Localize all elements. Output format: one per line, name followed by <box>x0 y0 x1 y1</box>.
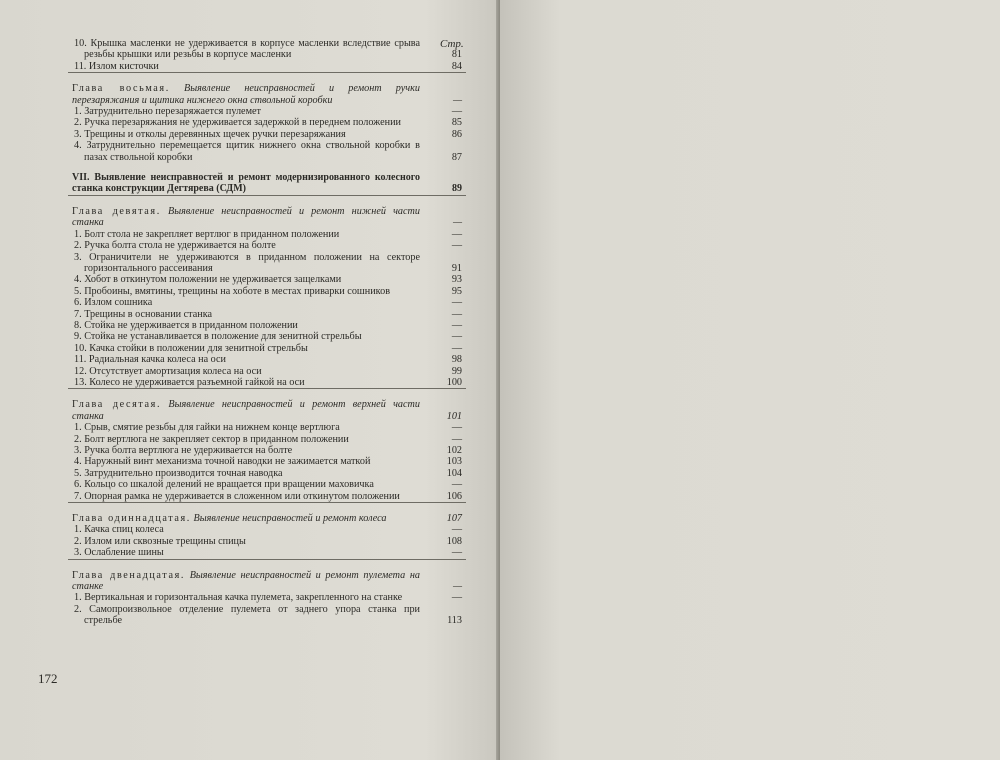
toc-page-number: 95 <box>451 285 462 297</box>
toc-entry <box>72 479 462 490</box>
toc-entry-title <box>74 422 462 434</box>
toc-page-number: 87 <box>451 151 462 163</box>
toc-page-number: — <box>451 331 462 343</box>
toc-entry-title <box>74 106 462 118</box>
toc-entry <box>72 604 462 627</box>
toc-entry-text: 3. Трещины и отколы деревянных щечек ручки перезаряжания <box>74 128 346 140</box>
toc-entry-text: 1. Качка спиц колеса <box>74 524 164 536</box>
toc-column-left <box>72 38 462 627</box>
toc-entry-title <box>74 354 462 366</box>
toc-page-number: 99 <box>451 365 462 377</box>
toc-entry <box>72 229 462 240</box>
page-right <box>500 0 1000 760</box>
toc-entry <box>72 354 462 365</box>
toc-entry <box>72 117 462 128</box>
toc-entry-text: 2. Самопроизвольное отделение пулемета от заднего упора станка при стрельбе <box>74 603 420 627</box>
toc-entry <box>72 366 462 377</box>
toc-entry-title <box>74 140 462 163</box>
toc-entry <box>72 252 462 275</box>
toc-entry-text: 13. Колесо не удерживается разъемной гайкой на оси <box>74 376 305 388</box>
toc-entry-text: 7. Опорная рамка не удерживается в сложенном или откинутом положении <box>74 490 400 502</box>
toc-entry-text: 12. Отсутствует амортизация колеса на оси <box>74 365 262 377</box>
toc-entry-title <box>74 592 462 604</box>
toc-page-number: — <box>451 592 462 604</box>
toc-entry-text: 6. Излом сошника <box>74 297 153 309</box>
toc-page-number: 101 <box>446 410 462 422</box>
toc-entry <box>72 286 462 297</box>
toc-entry-title <box>72 172 462 195</box>
toc-entry-title <box>74 38 462 61</box>
toc-entry-title <box>74 467 462 479</box>
toc-entry-title <box>74 319 462 331</box>
toc-entry <box>72 468 462 479</box>
toc-chapter <box>72 570 462 593</box>
toc-page-number: 84 <box>451 60 462 72</box>
toc-page-number: — <box>452 217 462 229</box>
toc-page-number: — <box>452 94 462 106</box>
toc-entry-title <box>74 433 462 445</box>
toc-entry-title <box>74 274 462 286</box>
chapter-divider <box>68 72 466 73</box>
toc-section <box>72 172 462 195</box>
toc-entry-text: 11. Излом кисточки <box>74 60 159 72</box>
toc-entry-title <box>74 490 462 502</box>
toc-page-number: — <box>451 106 462 118</box>
toc-entry-text: 2. Ручка перезаряжания не удерживается задержкой в переднем положении <box>74 117 401 129</box>
toc-entry-title <box>74 60 462 72</box>
toc-page-number: 104 <box>446 467 462 479</box>
chapter-divider <box>68 195 466 196</box>
toc-entry-title <box>72 513 462 524</box>
toc-entry-title <box>74 128 462 140</box>
toc-page-number: — <box>451 524 462 536</box>
toc-page-number: 108 <box>446 535 462 547</box>
toc-page-number: — <box>451 240 462 252</box>
toc-entry-title <box>74 547 462 559</box>
toc-chapter-lead: Глава десятая. <box>72 399 162 411</box>
toc-chapter-lead: Глава одиннадцатая. <box>72 513 191 525</box>
toc-entry-text: 3. Ослабление шины <box>74 547 164 559</box>
toc-entry <box>72 422 462 433</box>
toc-page-number: — <box>451 319 462 331</box>
toc-entry <box>72 309 462 320</box>
toc-entry-title <box>74 479 462 491</box>
toc-page-number: 103 <box>446 456 462 468</box>
toc-entry-title <box>74 456 462 468</box>
toc-entry-text: 7. Трещины в основании станка <box>74 308 213 320</box>
toc-entry <box>72 343 462 354</box>
toc-entry-text: 1. Срыв, смятие резьбы для гайки на нижнем конце вертлюга <box>74 422 340 434</box>
toc-entry-title <box>74 365 462 377</box>
toc-entry-title <box>72 399 462 422</box>
toc-entry-text: 3. Ручка болта вертлюга не удерживается на болте <box>74 445 293 456</box>
toc-entry-text: 4. Наружный винт механизма точной наводки не зажимается маткой <box>74 456 371 468</box>
toc-entry-text: Выявление неисправностей и ремонт ручки перезаряжания и щитика нижнего окна ствольной коробки <box>72 83 421 106</box>
toc-entry <box>72 129 462 140</box>
toc-entry-text: Выявление неисправностей и ремонт колеса <box>193 513 387 525</box>
toc-entry-text: 8. Стойка не удерживается в приданном положении <box>74 319 298 331</box>
toc-entry <box>72 377 462 388</box>
toc-entry-title <box>74 535 462 547</box>
toc-entry <box>72 320 462 331</box>
toc-page-number: 107 <box>446 513 462 525</box>
toc-entry-title <box>72 570 462 593</box>
toc-entry-title <box>74 297 462 309</box>
toc-entry-text: 6. Кольцо со шкалой делений не вращается при вращении маховичка <box>74 479 374 491</box>
toc-entry-title <box>74 524 462 536</box>
toc-page-number: — <box>451 228 462 240</box>
toc-entry-text: 2. Болт вертлюга не закрепляет сектор в приданном положении <box>74 433 349 445</box>
toc-entry <box>72 274 462 285</box>
toc-chapter <box>72 399 462 422</box>
toc-page-number: 89 <box>452 183 462 195</box>
toc-entry-title <box>74 308 462 320</box>
toc-page-number: 102 <box>446 445 462 456</box>
toc-entry-title <box>74 228 462 240</box>
chapter-divider <box>68 502 466 503</box>
toc-page-number: 81 <box>451 49 462 61</box>
toc-entry <box>72 140 462 163</box>
page-number: 172 <box>38 671 58 686</box>
toc-entry <box>72 240 462 251</box>
toc-entry-title <box>74 240 462 252</box>
toc-page-number: 91 <box>451 262 462 274</box>
toc-entry <box>72 536 462 547</box>
toc-page-number: 98 <box>451 354 462 366</box>
toc-page-number: — <box>451 422 462 434</box>
toc-page-number: — <box>451 308 462 320</box>
toc-chapter-lead: Глава двенадцатая. <box>72 569 186 581</box>
toc-entry-text: 5. Пробоины, вмятины, трещины на хоботе в местах приварки сошников <box>74 285 391 297</box>
toc-chapter <box>72 513 462 524</box>
toc-entry <box>72 592 462 603</box>
toc-entry-title <box>72 206 462 229</box>
toc-entry-title <box>74 603 462 627</box>
toc-entry-title <box>72 83 462 106</box>
toc-page-number: 100 <box>446 376 462 388</box>
toc-chapter-lead: Глава девятая. <box>72 205 161 217</box>
toc-entry <box>72 331 462 342</box>
toc-entry <box>72 491 462 502</box>
chapter-divider <box>68 559 466 560</box>
toc-page-number: 113 <box>447 615 462 627</box>
toc-entry-title <box>74 342 462 354</box>
page-column-label: Стр. <box>440 38 464 50</box>
toc-page-number: — <box>451 297 462 309</box>
toc-page-number: 93 <box>451 274 462 286</box>
toc-entry <box>72 547 462 558</box>
toc-page-number: — <box>451 342 462 354</box>
toc-entry-text: Выявление неисправностей и ремонт верхней части станка <box>72 399 421 422</box>
toc-page-number: — <box>452 581 462 593</box>
toc-entry-title <box>74 251 462 275</box>
toc-entry-text: 1. Вертикальная и горизонтальная качка пулемета, закрепленного на станке <box>74 592 403 604</box>
toc-page-number: — <box>451 547 462 559</box>
toc-entry <box>72 38 462 61</box>
toc-page-number: 106 <box>446 490 462 502</box>
chapter-divider <box>68 388 466 389</box>
toc-entry <box>72 297 462 308</box>
toc-entry-title <box>74 445 462 456</box>
toc-page-number: — <box>451 433 462 445</box>
toc-page-number: 85 <box>451 117 462 129</box>
toc-entry-title <box>74 376 462 388</box>
toc-entry-text: 10. Качка стойки в положении для зенитной стрельбы <box>74 342 308 354</box>
toc-entry <box>72 524 462 535</box>
toc-chapter <box>72 206 462 229</box>
toc-entry-text: 2. Ручка болта стола не удерживается на болте <box>74 240 276 252</box>
toc-entry-title <box>74 331 462 343</box>
toc-entry-text: Выявление неисправностей и ремонт пулемета на станке <box>72 569 420 593</box>
toc-entry-text: VII. Выявление неисправностей и ремонт модернизированного колесного станка конструкции Дегтярева (СДМ) <box>72 172 420 195</box>
toc-chapter-lead: Глава восьмая. <box>72 83 170 95</box>
toc-entry-title <box>74 285 462 297</box>
toc-page-number: 86 <box>451 128 462 140</box>
toc-entry-text: 4. Хобот в откинутом положении не удерживается защелками <box>74 274 342 286</box>
toc-entry-text: 11. Радиальная качка колеса на оси <box>74 354 226 366</box>
toc-chapter <box>72 83 462 106</box>
toc-entry-text: 5. Затруднительно производится точная наводка <box>74 467 283 479</box>
toc-entry <box>72 434 462 445</box>
toc-entry-text: 3. Ограничители не удерживаются в приданном положении на секторе горизонтального рассеивания <box>74 251 420 274</box>
toc-entry <box>72 61 462 72</box>
toc-entry-text: 9. Стойка не устанавливается в положение для зенитной стрельбы <box>74 331 362 343</box>
toc-entry <box>72 456 462 467</box>
toc-entry-title <box>74 117 462 129</box>
toc-entry <box>72 106 462 117</box>
toc-entry-text: 2. Излом или сквозные трещины спицы <box>74 535 246 547</box>
toc-entry-text: 4. Затруднительно перемещается щитик нижнего окна ствольной коробки в пазах ствольной коробки <box>74 140 420 163</box>
toc-entry-text: 1. Болт стола не закрепляет вертлюг в приданном положении <box>74 228 340 240</box>
toc-entry <box>72 445 462 456</box>
toc-entry-text: 10. Крышка масленки не удерживается в корпусе масленки вследствие срыва резьбы крышки или резьбы в корпусе масленки <box>74 38 420 61</box>
toc-entry-text: Выявление неисправностей и ремонт нижней части станка <box>72 205 420 229</box>
toc-entry-text: 1. Затруднительно перезаряжается пулемет <box>74 106 261 118</box>
toc-page-number: — <box>451 479 462 491</box>
